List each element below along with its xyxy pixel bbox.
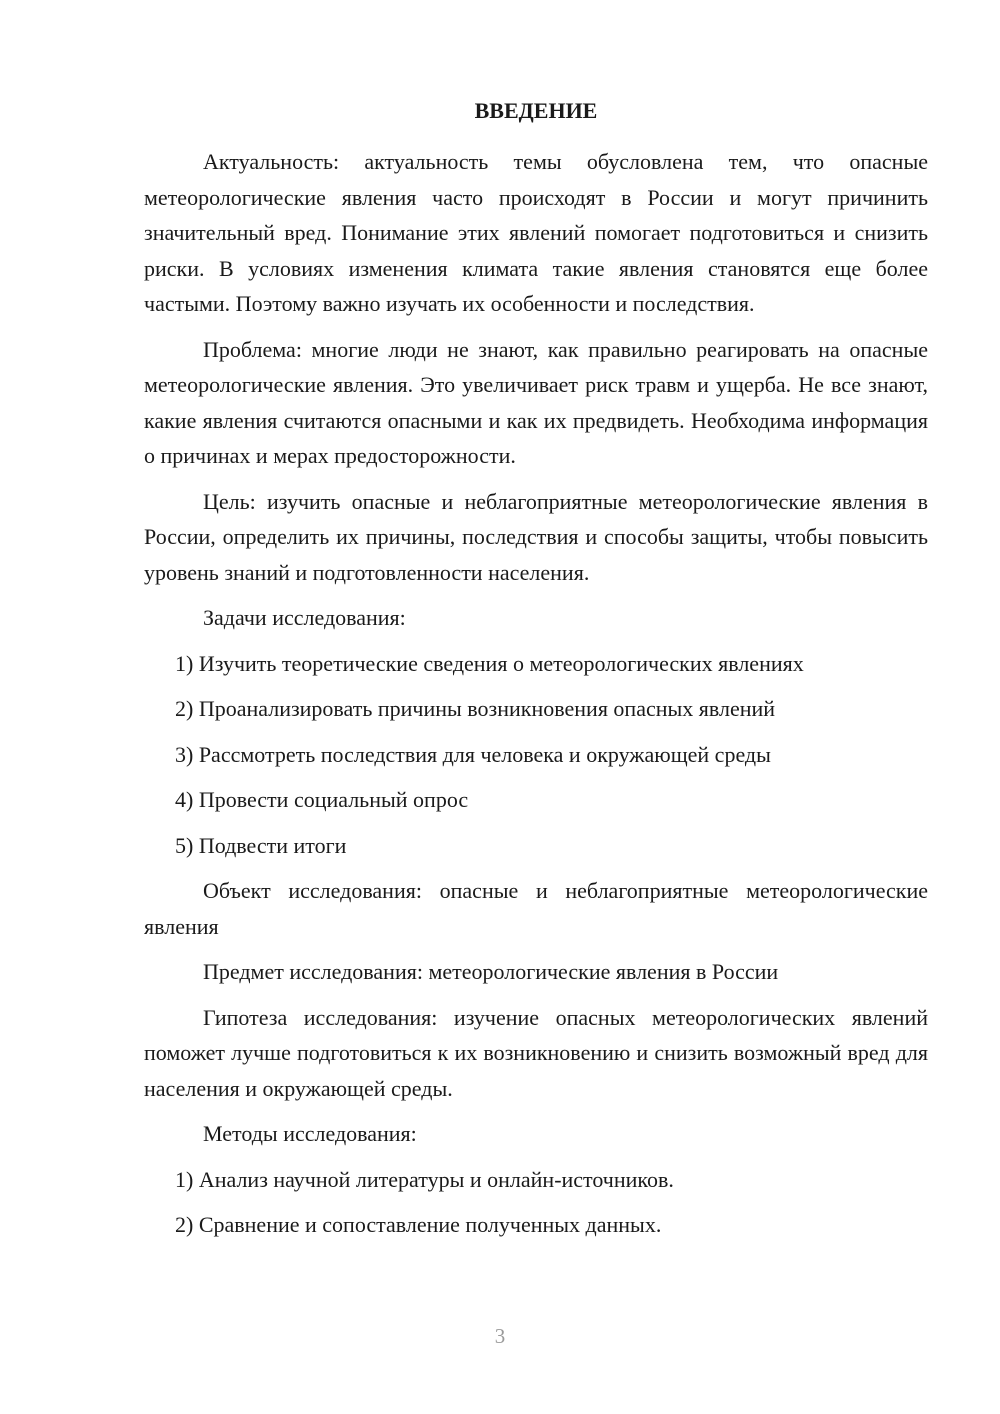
list-item: 1) Изучить теоретические сведения о метеорологических явлениях: [175, 650, 804, 676]
page-title: ВВЕДЕНИЕ: [474, 98, 598, 123]
page-number: 3: [494, 1324, 506, 1348]
object-paragraph: Объект исследования: опасные и неблагоприятные метеорологические явления: [144, 878, 928, 939]
goal-paragraph: Цель: изучить опасные и неблагоприятные метеорологические явления в России, определить их причины, последствия и способы защиты, чтобы повысить уровень знаний и подготовленности населения.: [144, 488, 928, 585]
list-item: 3) Рассмотреть последствия для человека и окружающей среды: [175, 741, 771, 767]
problem-paragraph: Проблема: многие люди не знают, как правильно реагировать на опасные метеорологические явления. Это увеличивает риск травм и ущерба. Не все знают, какие явления считаются опасными и как их предвидеть. Необходима информация о причинах и мерах предосторожности.: [144, 336, 928, 468]
list-item: 1) Анализ научной литературы и онлайн-источников.: [175, 1166, 674, 1192]
methods-heading: Методы исследования:: [203, 1121, 417, 1146]
tasks-list: [144, 646, 928, 864]
list-item: 2) Проанализировать причины возникновения опасных явлений: [175, 696, 776, 721]
document-page: [144, 96, 928, 1253]
methods-list: [144, 1162, 928, 1243]
list-item: 2) Сравнение и сопоставление полученных данных.: [175, 1212, 662, 1237]
subject-paragraph: Предмет исследования: метеорологические явления в России: [203, 959, 779, 984]
hypothesis-paragraph: Гипотеза исследования: изучение опасных метеорологических явлений поможет лучше подготовиться к их возникновению и снизить возможный вред для населения и окружающей среды.: [144, 1004, 928, 1101]
tasks-heading: Задачи исследования:: [203, 605, 406, 630]
list-item: 4) Провести социальный опрос: [175, 787, 469, 812]
relevance-paragraph: Актуальность: актуальность темы обусловлена тем, что опасные метеорологические явления часто происходят в России и могут причинить значительный вред. Понимание этих явлений помогает подготовиться и снизить риски. В условиях изменения климата такие явления становятся еще более частыми. Поэтому важно изучать их особенности и последствия.: [144, 149, 928, 316]
list-item: 5) Подвести итоги: [175, 832, 347, 858]
